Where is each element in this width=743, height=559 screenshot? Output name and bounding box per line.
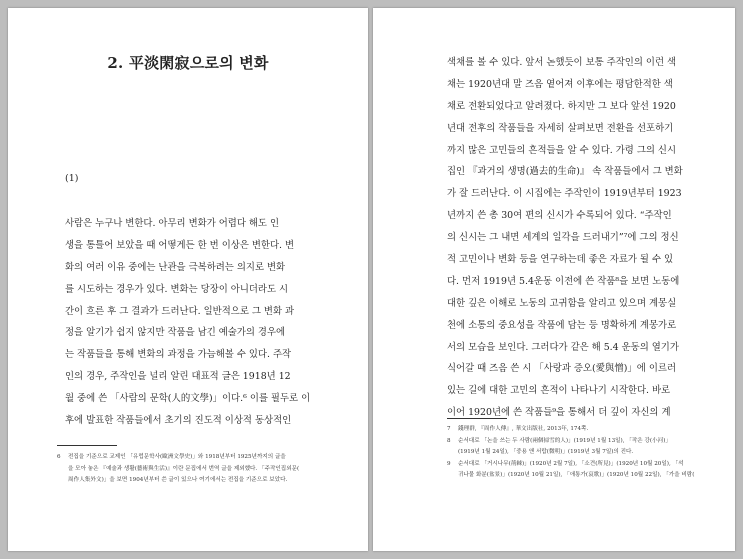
section-number: (1) <box>65 173 79 184</box>
body-line: 이어 1920년에 쓴 작품들⁹을 통해서 더 깊이 자신의 계 <box>447 407 671 419</box>
body-line: 가 잘 드러난다. 이 시집에는 주작인이 1919년부터 1923 <box>447 188 682 200</box>
footnote-line: 전집을 기준으로 교제인 「유럽문학사(歐洲文學史)」와 1918년부터 1925년까지의 글을 <box>68 454 286 460</box>
body-line: 의 신시는 그 내면 세계의 일각을 드러내기”⁷에 그의 정신 <box>447 232 679 244</box>
body-line: 채는 1920년대 말 즈음 옅어져 이후에는 평담한적한 색 <box>447 78 673 90</box>
body-line: 천에 소통의 중요성을 작품에 담는 등 명확하게 계몽가로 <box>447 319 677 331</box>
body-line: 는 작품들을 통해 변화의 과정을 가늠해볼 수 있다. 주작 <box>65 349 292 361</box>
body-line: 식어갈 때 즈음 쓴 시 「사랑과 증오(愛與憎)」에 이르러 <box>447 363 677 375</box>
body-line: 후에 발표한 작품들에서 초기의 진도적 이상적 동상적인 <box>65 415 292 427</box>
body-line: 월 중에 쓴 「사람의 문학(人的文學)」이다.⁶ 이를 필두로 이 <box>65 393 311 405</box>
body-line: 생을 통틀어 보았을 때 어떻게든 한 번 이상은 변한다. 변 <box>65 239 295 251</box>
left-page <box>8 8 368 551</box>
right-body-text <box>447 52 683 424</box>
footnote-line: (1919년 1월 24일), 「중용 앤 서랍(微明)」(1919년 3월 7일)의 진다. <box>458 449 634 455</box>
left-footnotes <box>57 452 299 487</box>
body-line: 집인 『과거의 생명(過去的生命)』 속 작품들에서 그 변화 <box>447 166 683 178</box>
body-line: 있는 길에 대한 고민의 흔적이 나타나기 시작한다. 바로 <box>447 385 671 397</box>
footnote-number: 7 <box>447 426 451 432</box>
body-line: 다. 먼저 1919년 5.4운동 이전에 쓴 작품⁸을 보면 노동에 <box>447 275 680 287</box>
footnote-number: 6 <box>57 454 61 460</box>
left-body-text <box>65 213 310 432</box>
footnote-line: 錢理群, 『周作人傳』, 華文出版社, 2013年, 174쪽. <box>458 426 589 432</box>
body-line: 적 고민이나 변화 등을 연구하는데 좋은 자료가 될 수 있 <box>447 254 674 266</box>
body-line: 년대 전후의 작품들을 자세히 살펴보면 전환을 선포하기 <box>447 122 674 134</box>
footnote-divider <box>447 418 507 419</box>
body-line: 간이 흐른 후 그 결과가 드러난다. 일반적으로 그 변화 과 <box>65 305 295 317</box>
body-line: 화의 여러 이유 중에는 난관을 극복하려는 의지로 변화 <box>65 261 286 273</box>
footnote <box>447 424 694 436</box>
body-line: 색채를 볼 수 있다. 앞서 논했듯이 보통 주작인의 이런 색 <box>447 57 677 68</box>
footnote <box>57 452 299 487</box>
body-line: 채로 전환되었다고 알려졌다. 하지만 그 보다 앞선 1920 <box>447 100 676 112</box>
footnote-line: 을 모아 놓은 『예술과 생활(藝術與生活)』이란 문집에서 번역 글을 제외했다. 「주작인집외문( <box>68 465 300 472</box>
footnote <box>447 436 694 459</box>
section-title: 2. 平淡閑寂으로의 변화 <box>107 54 269 72</box>
body-line: 서의 모습을 보인다. 그러다가 같은 해 5.4 운동의 열기가 <box>447 341 679 353</box>
body-line: 대한 깊은 이해로 노동의 고귀함을 알리고 있으며 계몽실 <box>447 297 677 309</box>
right-footnotes <box>447 424 694 482</box>
footnote-number: 8 <box>447 437 451 444</box>
body-line: 인의 경우, 주작인을 널리 알린 대표적 글은 1918년 12 <box>65 371 291 383</box>
body-line: 년까지 쓴 총 30여 편의 신시가 수록되어 있다. “주작인 <box>447 210 672 222</box>
body-line: 정을 알기가 쉽지 않지만 작품을 남긴 예술가의 경우에 <box>65 327 286 339</box>
footnote-number: 9 <box>447 460 451 467</box>
footnote <box>447 459 694 482</box>
footnote-divider <box>57 445 117 446</box>
body-line: 까지 많은 고민들의 흔적들을 알 수 있다. 가령 그의 신시 <box>447 144 677 156</box>
body-line: 를 시도하는 경우가 있다. 변화는 당장이 아니더라도 시 <box>65 283 289 295</box>
footnote-line: 周作人集外文)」을 보면 1904년부터 쓴 글이 있으나 여기에서는 전집을 기준으로 보았다. <box>68 477 288 483</box>
right-page <box>373 8 735 551</box>
footnote-line: 순서대로 「논을 쓰는 두 사람(兩個掃雪的人)」(1919년 1월 13일), 「작은 강(小河)」 <box>458 437 671 444</box>
body-line: 사람은 누구나 변한다. 아무리 변화가 어렵다 해도 인 <box>65 218 280 229</box>
footnote-line: 순서대로 「거시나무(荊棘)」(1920년 2월 7일), 「소견(所見)」(1920년 10월 20일), 「석 <box>458 460 684 467</box>
footnote-line: 귀나물 화분(盆景)」(1920년 10월 21일), 「애통가(哀歌)」(1920년 10월 22일), 「가을 비람( <box>458 472 695 478</box>
